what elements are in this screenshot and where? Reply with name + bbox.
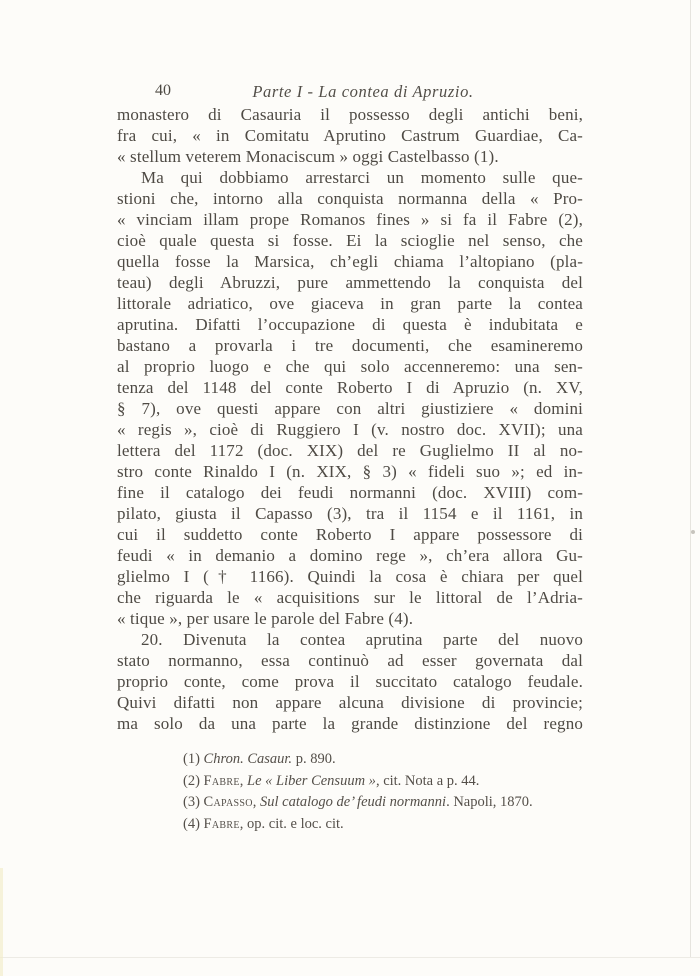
text-line: bastano a provarla i tre documenti, che esamineremo xyxy=(117,336,583,355)
footnote-segment: Chron. Casaur. xyxy=(203,751,293,767)
text-line: Ma qui dobbiamo arrestarci un momento sulle que- xyxy=(141,168,583,187)
text-line: stioni che, intorno alla conquista normanna della « Pro- xyxy=(117,189,583,208)
running-header xyxy=(117,82,583,104)
footnote-segment: Fabre xyxy=(203,772,240,789)
footnote-segment: , op. cit. e loc. cit. xyxy=(239,815,344,832)
text-line: che riguarda le « acquisitions sur le littoral de l’Adria- xyxy=(117,588,583,607)
text-line: tenza del 1148 del conte Roberto I di Apruzio (n. XV, xyxy=(117,378,583,397)
text-line: pilato, giusta il Capasso (3), tra il 1154 e il 1161, in xyxy=(117,504,583,523)
running-title: Parte I - La contea di Apruzio. xyxy=(252,82,474,101)
text-line: lettera del 1172 (doc. XIX) del re Guglielmo II al no- xyxy=(117,441,583,460)
text-line: cioè quale questa si fosse. Ei la scioglie nel senso, che xyxy=(117,231,583,250)
footnote-segment: . Napoli, 1870. xyxy=(446,794,533,810)
footnote xyxy=(183,792,595,814)
text-line: fra cui, « in Comitatu Aprutino Castrum Guardiae, Ca- xyxy=(117,126,583,145)
text-line: ma solo da una parte la grande distinzione del regno xyxy=(117,714,583,733)
text-line: monastero di Casauria il possesso degli antichi beni, xyxy=(117,105,583,124)
footnote-segment: p. 890. xyxy=(292,751,336,767)
page-edge-line-bottom xyxy=(0,957,700,958)
text-line: stato normanno, essa continuò ad esser governata dal xyxy=(117,651,583,670)
text-line: feudi « in demanio a domino rege », ch’era allora Gu- xyxy=(117,546,583,565)
text-line: « regis », cioè di Ruggiero I (v. nostro doc. XVII); una xyxy=(117,420,583,439)
text-line: § 7), ove questi appare con altri giustiziere « domini xyxy=(117,399,583,418)
footnote-segment: (1) xyxy=(183,751,204,767)
text-line: « vinciam illam prope Romanos fines » si fa il Fabre (2), xyxy=(117,210,583,229)
text-line: teau) degli Abruzzi, pure ammettendo la conquista del xyxy=(117,273,583,292)
page-edge-line-right xyxy=(690,0,691,958)
footnote-segment: , xyxy=(239,772,248,789)
text-line: cui il suddetto conte Roberto I appare possessore di xyxy=(117,525,583,544)
text-line: stro conte Rinaldo I (n. XIX, § 3) « fideli suo »; ed in- xyxy=(117,462,583,481)
text-line: glielmo I († 1166). Quindi la cosa è chiara per quel xyxy=(117,567,583,586)
footnote-segment: , xyxy=(252,794,260,810)
scan-edge-tint xyxy=(0,868,3,976)
footnote-segment: Sul catalogo de’ feudi normanni xyxy=(260,794,447,810)
footnote-segment: (2) xyxy=(183,772,204,789)
text-line: « stellum veterem Monaciscum » oggi Castelbasso (1). xyxy=(117,147,499,166)
text-line: littorale adriatico, ove giaceva in gran parte la contea xyxy=(117,294,583,313)
text-line: fine il catalogo dei feudi normanni (doc. XVIII) com- xyxy=(117,483,583,502)
footnote-segment: (3) xyxy=(183,794,204,810)
body-text xyxy=(117,104,583,734)
text-line: aprutina. Difatti l’occupazione di questa è indubitata e xyxy=(117,315,583,334)
scan-speck xyxy=(691,530,695,534)
footnote-segment: (4) xyxy=(183,815,204,832)
footnotes xyxy=(183,749,595,835)
footnote xyxy=(183,771,595,793)
text-line: 20. Divenuta la contea aprutina parte del nuovo xyxy=(141,630,583,649)
footnote-segment: Le « Liber Censuum » xyxy=(247,772,376,789)
page-number: 40 xyxy=(155,82,171,99)
text-line: Quivi difatti non appare alcuna divisione di provincie; xyxy=(117,693,583,712)
text-line: al proprio luogo e che qui solo accenneremo: una sen- xyxy=(117,357,583,376)
footnote-segment: , cit. Nota a p. 44. xyxy=(375,772,480,789)
footnote xyxy=(183,749,595,771)
footnote xyxy=(183,814,595,836)
footnote-segment: Capasso xyxy=(203,794,253,810)
footnote-segment: Fabre xyxy=(203,815,240,832)
text-line: quella fosse la Marsica, ch’egli chiama l’altopiano (pla- xyxy=(117,252,583,271)
text-line: « tique », per usare le parole del Fabre (4). xyxy=(117,609,414,628)
text-line: proprio conte, come prova il succitato catalogo feudale. xyxy=(117,672,583,691)
